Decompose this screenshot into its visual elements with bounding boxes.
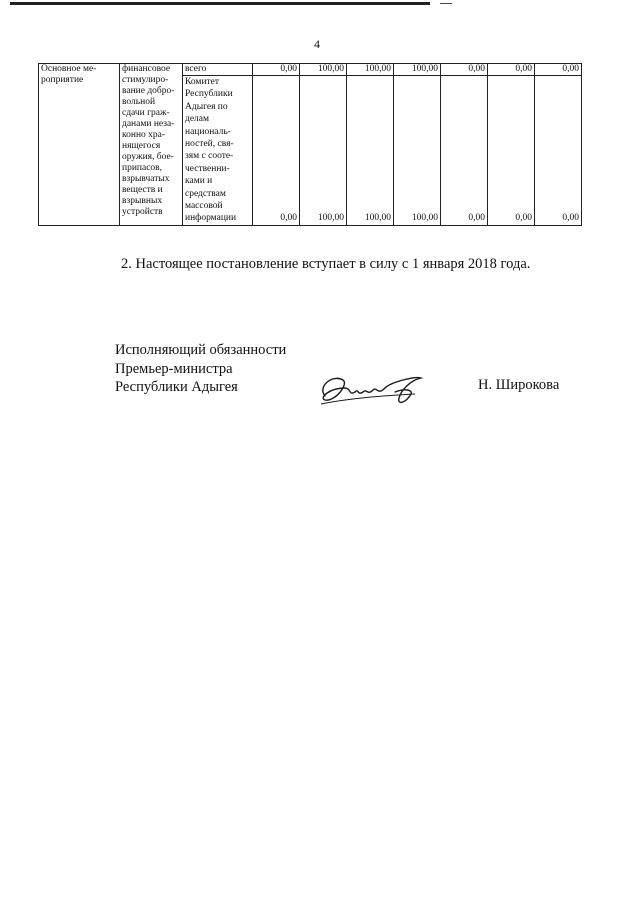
cell-total-value: 100,00 bbox=[347, 64, 394, 76]
cell-executor-value: 100,00 bbox=[300, 76, 347, 226]
cell-measure-name: финансовое стимулиро- вание добро- вольной сдачи граж- данами неза- конно хра- нящегося оружия, бое- припасов, взрывчатых веществ и взрывных устройств bbox=[120, 64, 183, 226]
signatory-position bbox=[115, 341, 286, 397]
cell-total-value: 0,00 bbox=[488, 64, 535, 76]
cell-total-value: 0,00 bbox=[253, 64, 300, 76]
page-number: 4 bbox=[314, 37, 320, 51]
cell-executor-label: Комитет Республики Адыгея по делам националь- ностей, свя- зям с соотe- чественни- ками и средствам массовой информации bbox=[183, 76, 253, 226]
signatory-name: Н. Широкова bbox=[478, 377, 560, 393]
cell-total-label: всего bbox=[183, 64, 253, 76]
cell-total-value: 100,00 bbox=[300, 64, 347, 76]
cell-total-value: 100,00 bbox=[394, 64, 441, 76]
top-scan-mark bbox=[440, 3, 452, 4]
clause-paragraph: 2. Настоящее постановление вступает в силу с 1 января 2018 года. bbox=[121, 256, 531, 272]
position-line: Премьер-министра bbox=[115, 360, 233, 377]
position-line: Республики Адыгея bbox=[115, 379, 238, 395]
cell-executor-value: 0,00 bbox=[535, 76, 582, 226]
table-row-total bbox=[39, 64, 582, 76]
cell-executor-value: 100,00 bbox=[347, 76, 394, 226]
cell-total-value: 0,00 bbox=[441, 64, 488, 76]
cell-executor-value: 100,00 bbox=[394, 76, 441, 226]
top-scan-line bbox=[10, 2, 430, 5]
cell-total-value: 0,00 bbox=[535, 64, 582, 76]
handwritten-signature bbox=[315, 366, 425, 411]
cell-executor-value: 0,00 bbox=[441, 76, 488, 226]
cell-executor-value: 0,00 bbox=[253, 76, 300, 226]
budget-table bbox=[38, 63, 582, 226]
cell-measure-type: Основное ме- роприятие bbox=[39, 64, 120, 226]
cell-executor-value: 0,00 bbox=[488, 76, 535, 226]
position-line: Исполняющий обязанности bbox=[115, 342, 287, 358]
